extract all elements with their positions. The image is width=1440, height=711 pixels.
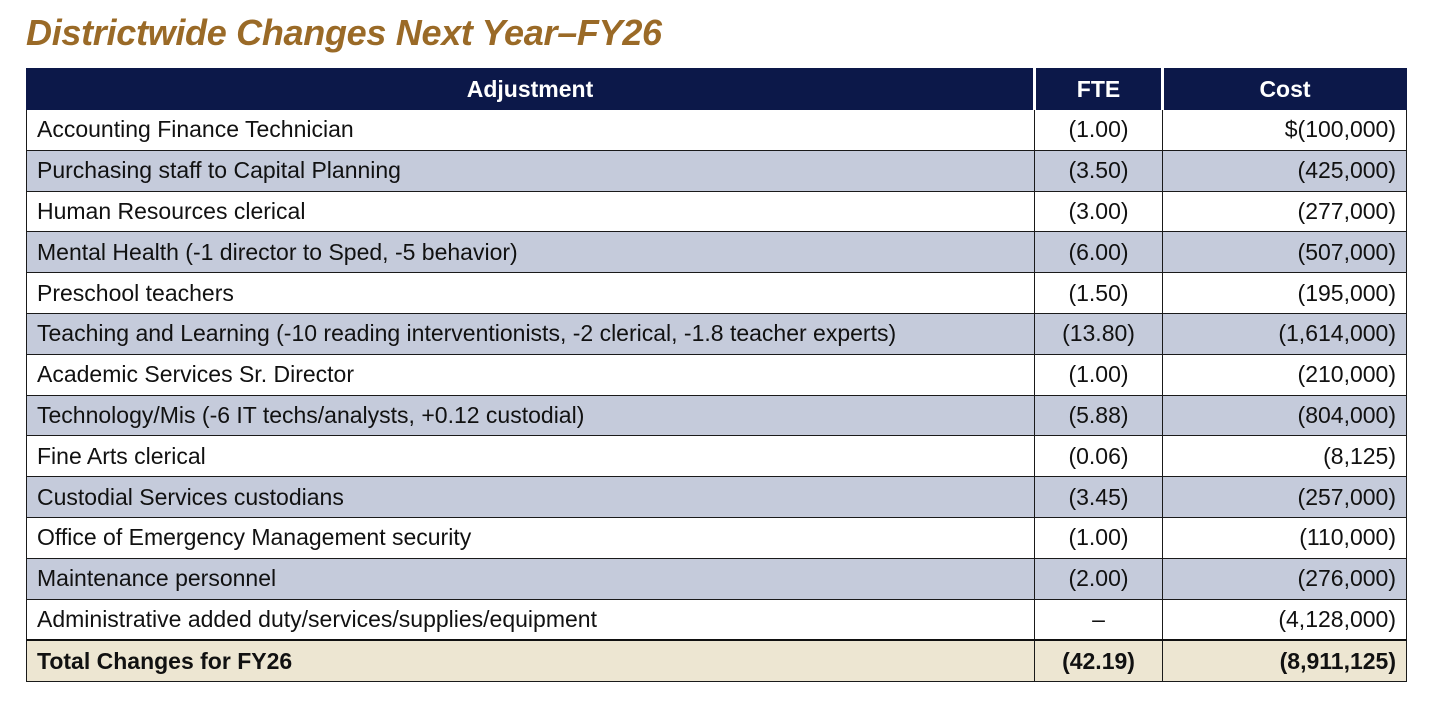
fte-cell: (6.00) (1035, 232, 1163, 273)
table-row (27, 191, 1407, 232)
adjustment-cell: Mental Health (-1 director to Sped, -5 behavior) (27, 232, 1035, 273)
table-row (27, 354, 1407, 395)
fte-cell: (1.50) (1035, 273, 1163, 314)
adjustment-cell: Maintenance personnel (27, 558, 1035, 599)
column-header-adjustment: Adjustment (27, 69, 1035, 110)
cost-cell: (257,000) (1163, 477, 1407, 518)
fte-cell: (3.00) (1035, 191, 1163, 232)
table-row (27, 477, 1407, 518)
table-row (27, 395, 1407, 436)
cost-cell: (195,000) (1163, 273, 1407, 314)
total-fte-cell: (42.19) (1035, 640, 1163, 681)
cost-cell: (276,000) (1163, 558, 1407, 599)
table-row (27, 273, 1407, 314)
table-row (27, 313, 1407, 354)
column-header-cost: Cost (1163, 69, 1407, 110)
table-row (27, 558, 1407, 599)
table-row (27, 599, 1407, 640)
adjustment-cell: Office of Emergency Management security (27, 517, 1035, 558)
table-row (27, 517, 1407, 558)
changes-table (26, 68, 1407, 682)
table-row (27, 110, 1407, 151)
adjustment-cell: Human Resources clerical (27, 191, 1035, 232)
fte-cell: (1.00) (1035, 110, 1163, 151)
adjustment-cell: Fine Arts clerical (27, 436, 1035, 477)
fte-cell: (5.88) (1035, 395, 1163, 436)
adjustment-cell: Academic Services Sr. Director (27, 354, 1035, 395)
cost-cell: (804,000) (1163, 395, 1407, 436)
fte-cell: – (1035, 599, 1163, 640)
fte-cell: (2.00) (1035, 558, 1163, 599)
adjustment-cell: Teaching and Learning (-10 reading interventionists, -2 clerical, -1.8 teacher experts) (27, 313, 1035, 354)
table-header-row (27, 69, 1407, 110)
page-title: Districtwide Changes Next Year–FY26 (26, 12, 662, 53)
fte-cell: (0.06) (1035, 436, 1163, 477)
cost-cell: $(100,000) (1163, 110, 1407, 151)
cost-cell: (110,000) (1163, 517, 1407, 558)
table-row (27, 436, 1407, 477)
adjustment-cell: Preschool teachers (27, 273, 1035, 314)
total-label-cell: Total Changes for FY26 (27, 640, 1035, 681)
adjustment-cell: Accounting Finance Technician (27, 110, 1035, 151)
cost-cell: (1,614,000) (1163, 313, 1407, 354)
fte-cell: (1.00) (1035, 354, 1163, 395)
adjustment-cell: Custodial Services custodians (27, 477, 1035, 518)
fte-cell: (3.45) (1035, 477, 1163, 518)
table-row (27, 232, 1407, 273)
total-row (27, 640, 1407, 681)
cost-cell: (8,125) (1163, 436, 1407, 477)
adjustment-cell: Purchasing staff to Capital Planning (27, 150, 1035, 191)
table-row (27, 150, 1407, 191)
total-cost-cell: (8,911,125) (1163, 640, 1407, 681)
cost-cell: (210,000) (1163, 354, 1407, 395)
cost-cell: (507,000) (1163, 232, 1407, 273)
adjustment-cell: Administrative added duty/services/supplies/equipment (27, 599, 1035, 640)
fte-cell: (3.50) (1035, 150, 1163, 191)
adjustment-cell: Technology/Mis (-6 IT techs/analysts, +0.12 custodial) (27, 395, 1035, 436)
fte-cell: (13.80) (1035, 313, 1163, 354)
cost-cell: (277,000) (1163, 191, 1407, 232)
cost-cell: (4,128,000) (1163, 599, 1407, 640)
fte-cell: (1.00) (1035, 517, 1163, 558)
cost-cell: (425,000) (1163, 150, 1407, 191)
column-header-fte: FTE (1035, 69, 1163, 110)
